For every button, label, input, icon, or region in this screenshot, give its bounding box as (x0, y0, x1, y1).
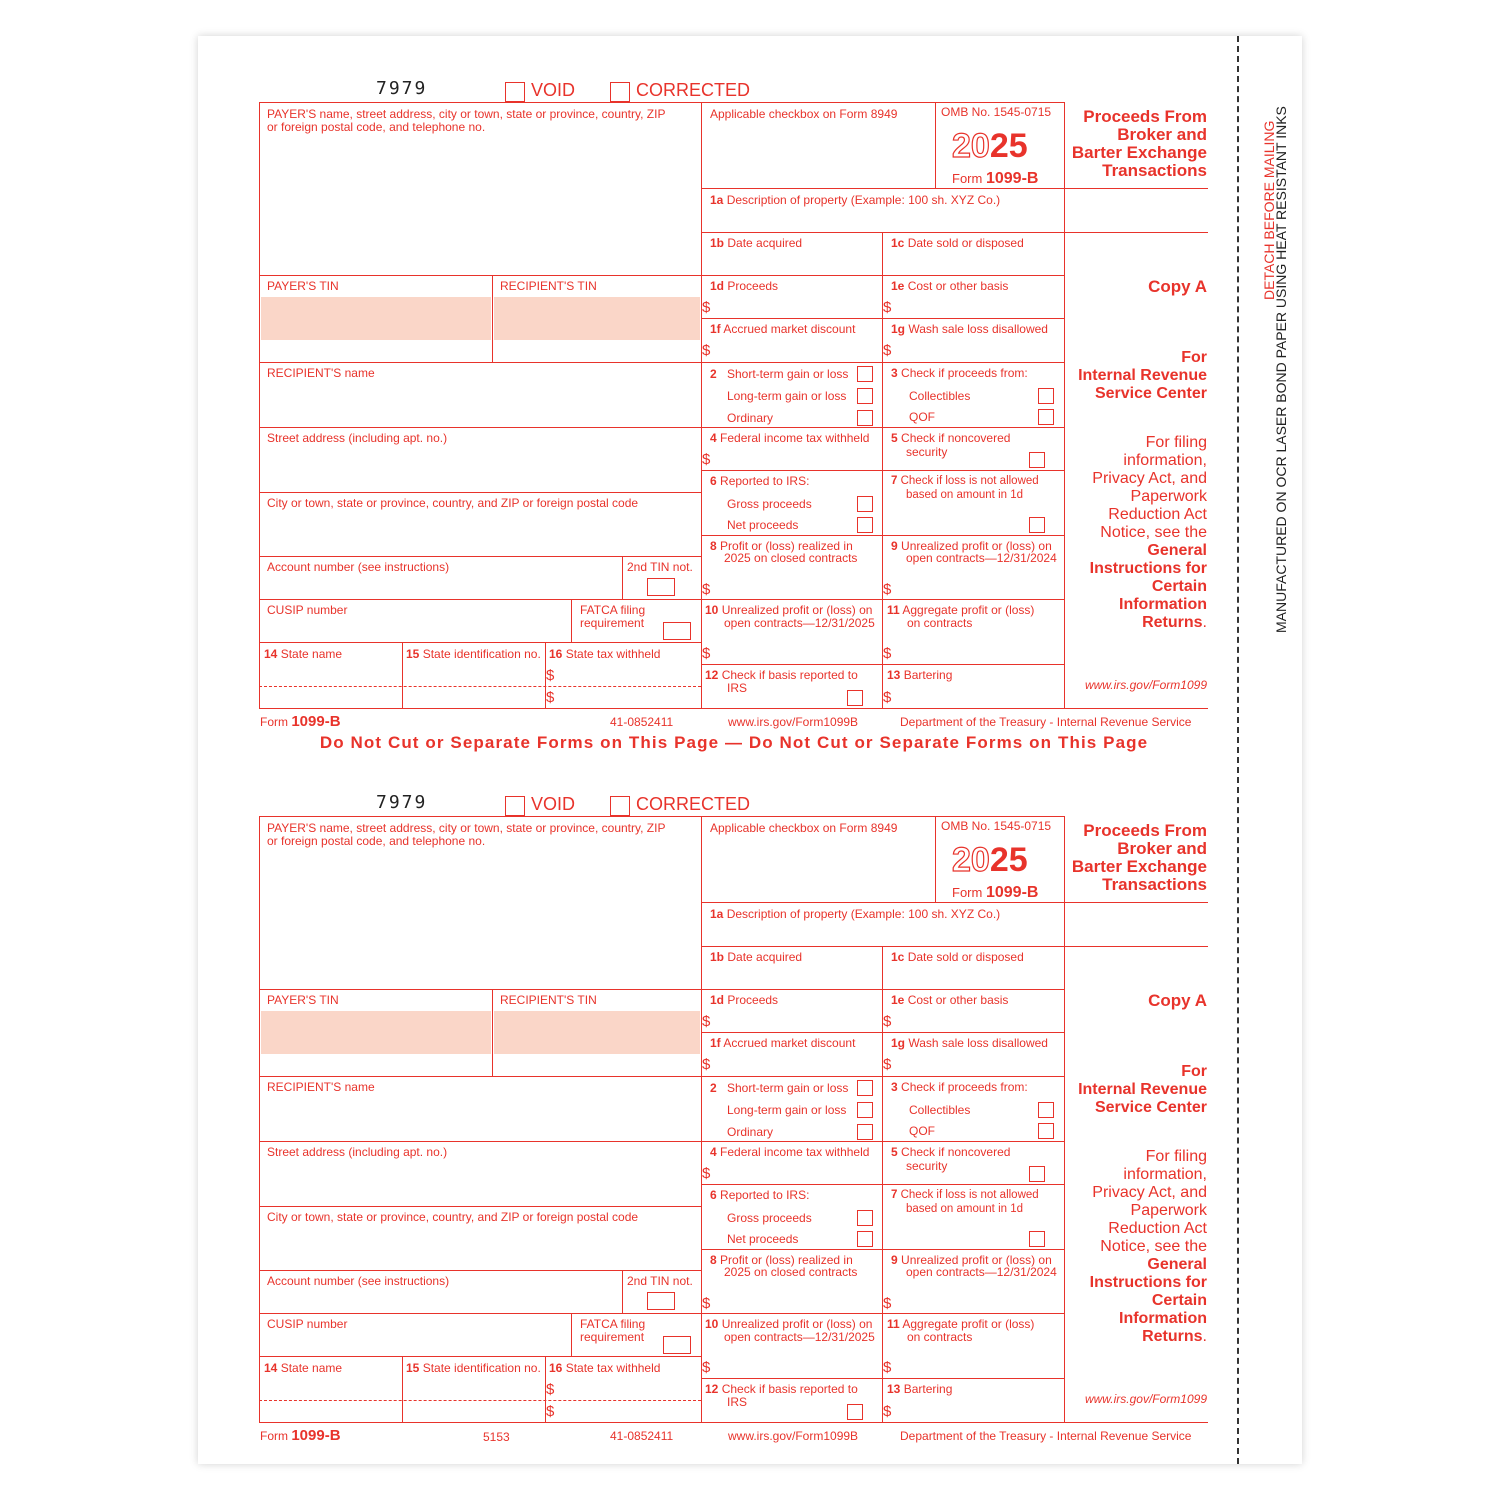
footer-url: www.irs.gov/Form1099B (728, 715, 859, 729)
box-14-label: 14 State name (264, 647, 343, 661)
payer-name-label: PAYER'S name, street address, city or town, state or province, country, ZIP (267, 107, 666, 121)
box-6-net: Net proceeds (727, 1232, 799, 1246)
applicable-checkbox-label: Applicable checkbox on Form 8949 (710, 821, 898, 835)
fatca-label: FATCA filing (580, 1317, 646, 1331)
copy-label: Copy A (1148, 991, 1207, 1010)
recipient-name-label: RECIPIENT'S name (267, 1080, 375, 1094)
city-label: City or town, state or province, country, and ZIP or foreign postal code (267, 1210, 639, 1224)
payer-tin-label: PAYER'S TIN (267, 279, 339, 293)
applicable-checkbox-label: Applicable checkbox on Form 8949 (710, 107, 898, 121)
recipient-tin-field[interactable] (494, 1011, 700, 1054)
payer-name-field[interactable] (262, 140, 698, 272)
box-16-label: 16 State tax withheld (549, 647, 661, 661)
net-proceeds-checkbox[interactable] (857, 517, 873, 533)
tax-year: 2025 (952, 127, 1028, 165)
box-1g-label: 1g Wash sale loss disallowed (891, 322, 1048, 336)
box-7-label: 7 Check if loss is not allowed (891, 1189, 1039, 1201)
footer-form-number: Form 1099-B (260, 1427, 341, 1444)
payer-name-label-2: or foreign postal code, and telephone no. (267, 834, 486, 848)
box-16-label: 16 State tax withheld (549, 1361, 661, 1375)
form-title: Proceeds From Broker and Barter Exchange Transactions (1071, 821, 1207, 894)
box-9-label: 9 Unrealized profit or (loss) on (891, 539, 1052, 553)
footer-cat-number: 5153 (483, 1430, 510, 1444)
noncovered-checkbox[interactable] (1029, 1166, 1045, 1182)
street-address-label: Street address (including apt. no.) (267, 431, 448, 445)
recipient-name-label: RECIPIENT'S name (267, 366, 375, 380)
box-1g-label: 1g Wash sale loss disallowed (891, 1036, 1048, 1050)
box-1e-label: 1e Cost or other basis (891, 279, 1009, 293)
box-6-gross: Gross proceeds (727, 1211, 812, 1225)
short-term-checkbox[interactable] (857, 1080, 873, 1096)
detach-notice: DETACH BEFORE MAILING (1261, 120, 1277, 300)
box-10-label: 10 Unrealized profit or (loss) on (705, 603, 873, 617)
omb-number: OMB No. 1545-0715 (941, 819, 1052, 833)
box-11-label: 11 Aggregate profit or (loss) (887, 1317, 1035, 1331)
box-8-label: 8 Profit or (loss) realized in (710, 1253, 853, 1267)
box-1d-label: 1d Proceeds (710, 993, 779, 1007)
box-2-ordinary: Ordinary (727, 411, 774, 425)
box-1f-label: 1f Accrued market discount (710, 1036, 856, 1050)
footer-ein: 41-0852411 (610, 1429, 674, 1443)
second-tin-checkbox[interactable] (647, 578, 675, 596)
box-3-collectibles: Collectibles (909, 389, 971, 403)
void-checkbox[interactable] (505, 82, 525, 102)
payer-name-field[interactable] (262, 854, 698, 986)
long-term-checkbox[interactable] (857, 388, 873, 404)
form-number-label: Form 1099-B (952, 884, 1039, 901)
box-13-label: 13 Bartering (887, 1382, 953, 1396)
box-14-label: 14 State name (264, 1361, 343, 1375)
box-1c-label: 1c Date sold or disposed (891, 236, 1024, 250)
gross-proceeds-checkbox[interactable] (857, 496, 873, 512)
side-url: www.irs.gov/Form1099 (1084, 678, 1207, 692)
box-1a-label: 1a Description of property (Example: 100 sh. XYZ Co.) (710, 907, 1001, 921)
payer-tin-label: PAYER'S TIN (267, 993, 339, 1007)
street-address-label: Street address (including apt. no.) (267, 1145, 448, 1159)
second-tin-checkbox[interactable] (647, 1292, 675, 1310)
filing-info-text: For filing information, Privacy Act, and Paperwork Reduction Act Notice, see the General Instructions for Certain Information Returns. (1089, 1148, 1207, 1345)
collectibles-checkbox[interactable] (1038, 1102, 1054, 1118)
void-label: VOID (531, 80, 576, 100)
box-8-label: 8 Profit or (loss) realized in (710, 539, 853, 553)
box-10-label: 10 Unrealized profit or (loss) on (705, 1317, 873, 1331)
do-not-cut-notice: Do Not Cut or Separate Forms on This Page — Do Not Cut or Separate Forms on This Page (319, 733, 1149, 752)
box-1c-label: 1c Date sold or disposed (891, 950, 1024, 964)
collectibles-checkbox[interactable] (1038, 388, 1054, 404)
city-label: City or town, state or province, country, and ZIP or foreign postal code (267, 496, 639, 510)
box-3-label: 3 Check if proceeds from: (891, 1080, 1028, 1094)
footer-department: Department of the Treasury - Internal Revenue Service (900, 1429, 1192, 1443)
copy-label: Copy A (1148, 277, 1207, 296)
manufactured-notice: MANUFACTURED ON OCR LASER BOND PAPER USING HEAT RESISTANT INKS (1273, 106, 1289, 633)
loss-not-allowed-checkbox[interactable] (1029, 517, 1045, 533)
box-1b-label: 1b Date acquired (710, 950, 803, 964)
for-irs-label: For Internal Revenue Service Center (1078, 349, 1207, 402)
fatca-checkbox[interactable] (663, 1336, 691, 1354)
footer-ein: 41-0852411 (610, 715, 674, 729)
box-3-collectibles: Collectibles (909, 1103, 971, 1117)
box-13-label: 13 Bartering (887, 668, 953, 682)
box-9-label: 9 Unrealized profit or (loss) on (891, 1253, 1052, 1267)
void-checkbox[interactable] (505, 796, 525, 816)
cusip-label: CUSIP number (267, 603, 348, 617)
control-number: 7979 (376, 78, 428, 99)
box-7-label: 7 Check if loss is not allowed (891, 475, 1039, 487)
recipient-tin-field[interactable] (494, 297, 700, 340)
perforation-line (1237, 36, 1239, 1464)
corrected-label: CORRECTED (636, 80, 751, 100)
box-1b-label: 1b Date acquired (710, 236, 803, 250)
recipient-tin-label: RECIPIENT'S TIN (500, 279, 597, 293)
footer-form-number: Form 1099-B (260, 713, 341, 730)
box-6-label: 6 Reported to IRS: (710, 474, 810, 488)
box-6-net: Net proceeds (727, 518, 799, 532)
for-irs-label: For Internal Revenue Service Center (1078, 1063, 1207, 1116)
corrected-checkbox[interactable] (610, 796, 630, 816)
recipient-tin-label: RECIPIENT'S TIN (500, 993, 597, 1007)
box-2-short-term: Short-term gain or loss (727, 367, 849, 381)
box-1a-label: 1a Description of property (Example: 100 sh. XYZ Co.) (710, 193, 1001, 207)
box-4-label: 4 Federal income tax withheld (710, 431, 870, 445)
void-label: VOID (531, 794, 576, 814)
payer-tin-field[interactable] (261, 297, 491, 340)
control-number: 7979 (376, 792, 428, 813)
payer-name-label-2: or foreign postal code, and telephone no. (267, 120, 486, 134)
box-6-label: 6 Reported to IRS: (710, 1188, 810, 1202)
box-3-qof: QOF (909, 410, 935, 424)
short-term-checkbox[interactable] (857, 366, 873, 382)
side-url: www.irs.gov/Form1099 (1084, 1392, 1207, 1406)
second-tin-label: 2nd TIN not. (627, 560, 693, 574)
box-12-label: 12 Check if basis reported to (705, 1382, 858, 1396)
box-2-long-term: Long-term gain or loss (727, 389, 847, 403)
account-number-label: Account number (see instructions) (267, 560, 450, 574)
box-4-label: 4 Federal income tax withheld (710, 1145, 870, 1159)
box-2-ordinary: Ordinary (727, 1125, 774, 1139)
form-title: Proceeds From Broker and Barter Exchange Transactions (1071, 107, 1207, 180)
footer-department: Department of the Treasury - Internal Revenue Service (900, 715, 1192, 729)
loss-not-allowed-checkbox[interactable] (1029, 1231, 1045, 1247)
long-term-checkbox[interactable] (857, 1102, 873, 1118)
ordinary-checkbox[interactable] (857, 1124, 873, 1140)
box-12-label: 12 Check if basis reported to (705, 668, 858, 682)
box-6-gross: Gross proceeds (727, 497, 812, 511)
cusip-label: CUSIP number (267, 1317, 348, 1331)
qof-checkbox[interactable] (1038, 409, 1054, 425)
box-15-label: 15 State identification no. (406, 647, 541, 661)
corrected-checkbox[interactable] (610, 82, 630, 102)
corrected-label: CORRECTED (636, 794, 751, 814)
box-2-long-term: Long-term gain or loss (727, 1103, 847, 1117)
form-number-label: Form 1099-B (952, 170, 1039, 187)
box-5-label: 5 Check if noncovered (891, 431, 1011, 445)
fatca-checkbox[interactable] (663, 622, 691, 640)
box-1d-label: 1d Proceeds (710, 279, 779, 293)
omb-number: OMB No. 1545-0715 (941, 105, 1052, 119)
fatca-label: FATCA filing (580, 603, 646, 617)
noncovered-checkbox[interactable] (1029, 452, 1045, 468)
basis-reported-checkbox[interactable] (847, 1404, 863, 1420)
box-3-label: 3 Check if proceeds from: (891, 366, 1028, 380)
qof-checkbox[interactable] (1038, 1123, 1054, 1139)
filing-info-text: For filing information, Privacy Act, and Paperwork Reduction Act Notice, see the General Instructions for Certain Information Returns. (1089, 434, 1207, 631)
net-proceeds-checkbox[interactable] (857, 1231, 873, 1247)
box-15-label: 15 State identification no. (406, 1361, 541, 1375)
account-number-label: Account number (see instructions) (267, 1274, 450, 1288)
box-2-short-term: Short-term gain or loss (727, 1081, 849, 1095)
payer-name-label: PAYER'S name, street address, city or town, state or province, country, ZIP (267, 821, 666, 835)
gross-proceeds-checkbox[interactable] (857, 1210, 873, 1226)
ordinary-checkbox[interactable] (857, 410, 873, 426)
box-11-label: 11 Aggregate profit or (loss) (887, 603, 1035, 617)
box-5-label: 5 Check if noncovered (891, 1145, 1011, 1159)
box-1f-label: 1f Accrued market discount (710, 322, 856, 336)
payer-tin-field[interactable] (261, 1011, 491, 1054)
box-1e-label: 1e Cost or other basis (891, 993, 1009, 1007)
box-3-qof: QOF (909, 1124, 935, 1138)
tax-year: 2025 (952, 841, 1028, 879)
second-tin-label: 2nd TIN not. (627, 1274, 693, 1288)
basis-reported-checkbox[interactable] (847, 690, 863, 706)
footer-url: www.irs.gov/Form1099B (728, 1429, 859, 1443)
